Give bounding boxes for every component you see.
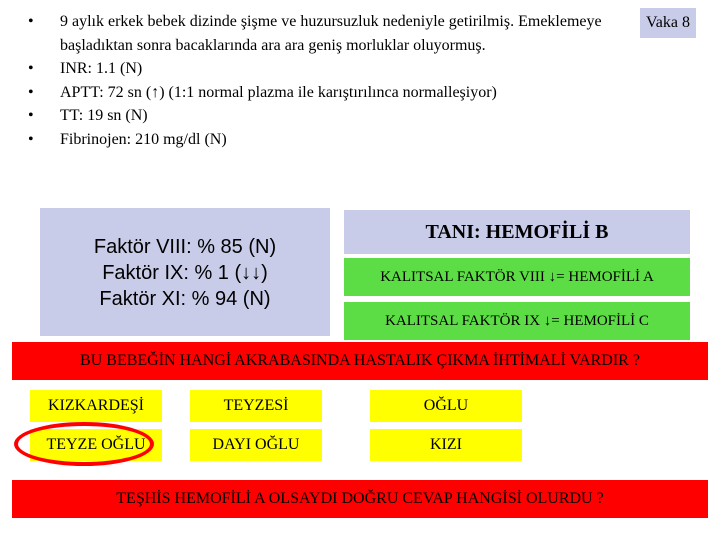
bullet-aptt: • APTT: 72 sn (↑) (1:1 normal plazma ile karıştırılınca normalleşiyor) — [28, 81, 628, 105]
clinical-history-list — [28, 10, 628, 151]
option-teyzesi[interactable]: TEYZESİ — [190, 390, 322, 422]
question-banner: BU BEBEĞİN HANGİ AKRABASINDA HASTALIK ÇIKMA İHTİMALİ VARDIR ? — [12, 342, 708, 380]
bullet-tt: • TT: 19 sn (N) — [28, 104, 628, 128]
option-kizi[interactable]: KIZI — [370, 429, 522, 461]
option-oglu[interactable]: OĞLU — [370, 390, 522, 422]
option-dayi-oglu[interactable]: DAYI OĞLU — [190, 429, 322, 461]
option-kizkardesi[interactable]: KIZKARDEŞİ — [30, 390, 162, 422]
bullet-fibrinogen: • Fibrinojen: 210 mg/dl (N) — [28, 128, 628, 152]
bullet-inr: • INR: 1.1 (N) — [28, 57, 628, 81]
inheritance-hemophilia-a: KALITSAL FAKTÖR VIII ↓= HEMOFİLİ A — [344, 258, 690, 296]
followup-question-banner: TEŞHİS HEMOFİLİ A OLSAYDI DOĞRU CEVAP HANGİSİ OLURDU ? — [12, 480, 708, 518]
inheritance-hemophilia-c: KALITSAL FAKTÖR IX ↓= HEMOFİLİ C — [344, 302, 690, 340]
diagnosis-box: TANI: HEMOFİLİ B — [344, 210, 690, 254]
factor-xi-line: Faktör XI: % 94 (N) — [99, 288, 271, 310]
factor-ix-line: Faktör IX: % 1 (↓↓) — [102, 262, 268, 284]
factor-viii-line: Faktör VIII: % 85 (N) — [93, 236, 277, 258]
factor-levels-box — [40, 208, 330, 336]
option-teyze-oglu[interactable]: TEYZE OĞLU — [30, 429, 162, 461]
case-badge: Vaka 8 — [640, 8, 696, 38]
bullet-history: • 9 aylık erkek bebek dizinde şişme ve huzursuzluk nedeniyle getirilmiş. Emeklemeye başladıktan sonra bacaklarında ara ara geniş morluklar oluyormuş. — [28, 10, 628, 57]
